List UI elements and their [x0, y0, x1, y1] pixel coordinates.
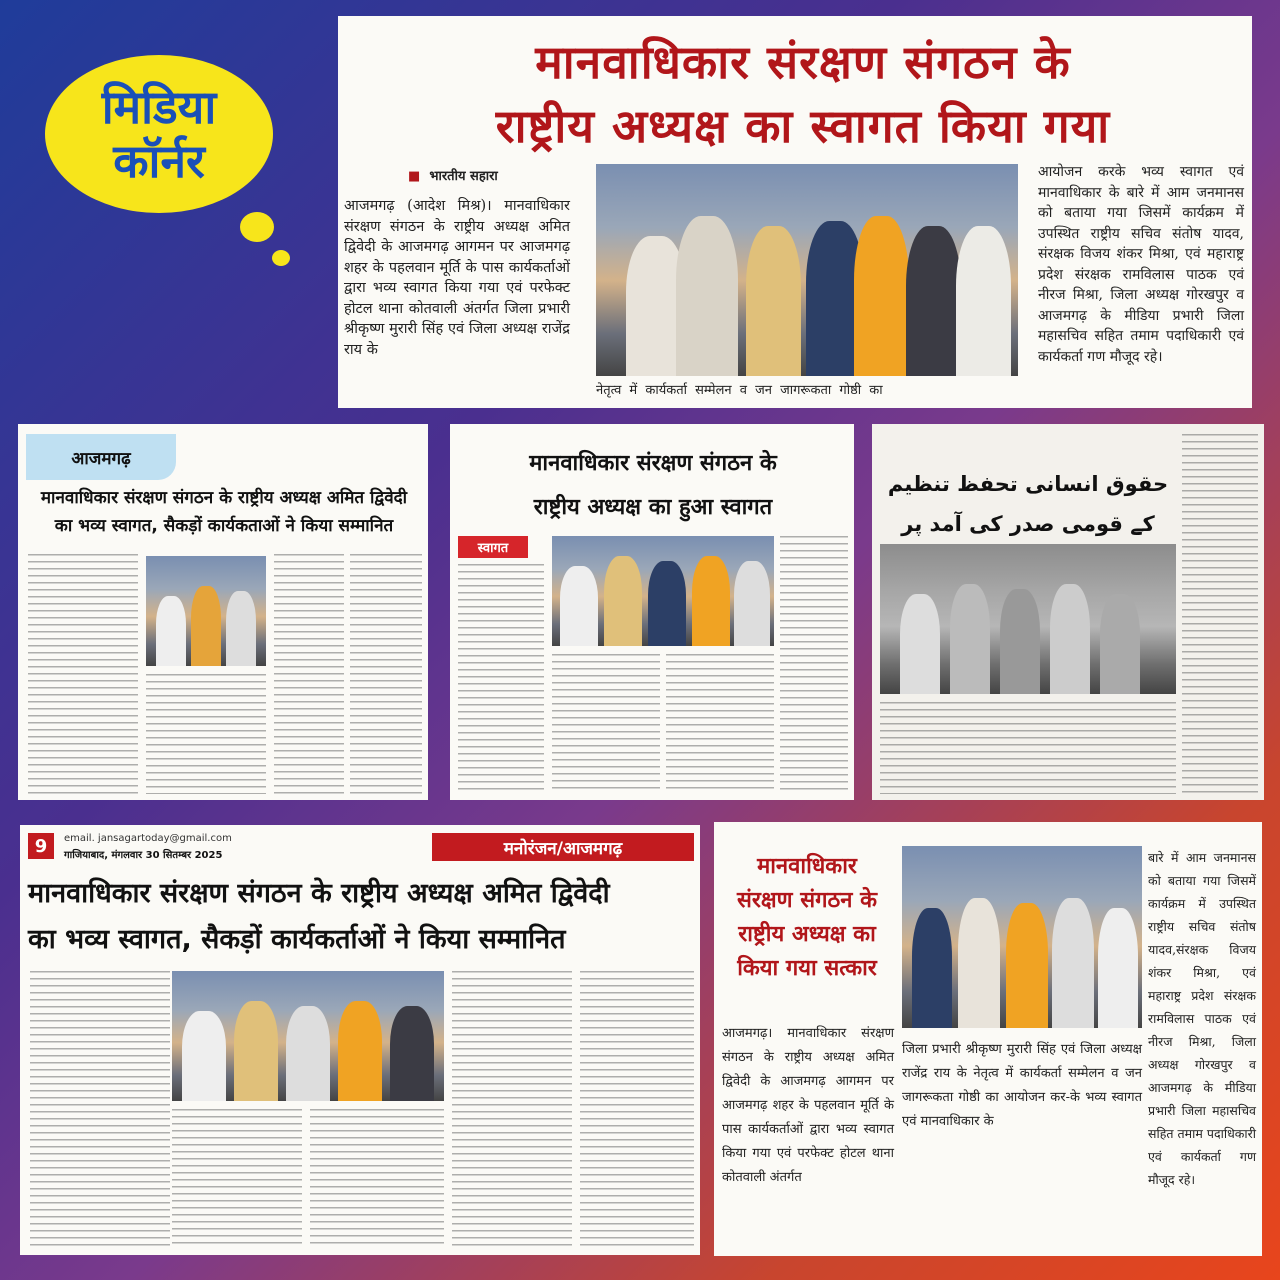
clip5-text-col1: [30, 971, 170, 1247]
badge-dot-large: [240, 212, 274, 242]
news-clip-urdu: [872, 424, 1264, 800]
clip1-source-label: भारतीय सहारा: [429, 169, 498, 184]
badge-line2: कॉर्नर: [113, 134, 205, 188]
clip3-tag: [458, 536, 528, 558]
clip5-page-number-label: 9: [34, 835, 48, 857]
badge-dot-small: [272, 250, 290, 266]
clip6-headline-line1: मानवाधिकार: [757, 854, 857, 879]
square-bullet-icon: ■: [408, 169, 421, 184]
clip6-body-left: आजमगढ़। मानवाधिकार संरक्षण संगठन के राष्ट्रीय अध्यक्ष अमित द्विवेदी के आजमगढ़ आगमन पर आजमगढ़ शहर के पहलवान मूर्ति के पास कार्यकर्ताओं द्वारा भव्य स्वागत किया गया एवं परफेक्ट होटल थाना कोतवाली अंतर्गत: [722, 1026, 894, 1185]
news-clip-satkar: [714, 822, 1262, 1256]
clip5-section-banner: [432, 833, 694, 861]
clip3-photo: [552, 536, 774, 646]
clip5-page-number: [28, 833, 54, 859]
clip5-text-col4: [452, 971, 572, 1247]
clip6-photo: [902, 846, 1142, 1028]
clip3-headline: [458, 442, 848, 530]
clip3-text-col2: [552, 654, 660, 794]
clip5-text-col5: [580, 971, 694, 1247]
news-clip-bharatiya-sahara: [338, 16, 1252, 408]
clip4-photo: [880, 544, 1176, 694]
clip2-text-col2: [146, 674, 266, 794]
clip5-headline-line1: मानवाधिकार संरक्षण संगठन के राष्ट्रीय अध्यक्ष अमित द्विवेदी: [28, 878, 610, 909]
clip5-photo: [172, 971, 444, 1101]
news-clip-jansagar: [20, 825, 700, 1255]
clip1-source: [408, 166, 498, 184]
clip2-headline-line2: का भव्य स्वागत, सैकड़ों कार्यकताओं ने किया सम्मानित: [54, 516, 394, 536]
clip1-headline-line1: मानवाधिकार संरक्षण संगठन के: [535, 35, 1071, 89]
clip5-text-col3: [310, 1109, 444, 1247]
news-clip-swagat: [450, 424, 854, 800]
clip1-body-left: आजमगढ़ (आदेश मिश्र)। मानवाधिकार संरक्षण संगठन के राष्ट्रीय अध्यक्ष अमित द्विवेदी के आजमगढ़ आगमन पर आजमगढ़ शहर के पहलवान मूर्ति के पास कार्यकर्ताओं द्वारा भव्य स्वागत किया गया एवं परफेक्ट होटल थाना कोतवाली अंतर्गत जिला प्रभारी श्रीकृष्ण मुरारी सिंह एवं जिला अध्यक्ष राजेंद्र राय के: [344, 198, 570, 358]
clip1-photo: [596, 164, 1018, 376]
clip6-headline-line2: संरक्षण संगठन के: [736, 888, 877, 913]
clip1-body-right: आयोजन करके भव्य स्वागत एवं मानवाधिकार के बारे में आम जनमानस को बताया गया जिसमें कार्यक्रम में उपस्थित राष्ट्रीय सचिव संतोष यादव, संरक्षक विजय शंकर मिश्रा, एवं महाराष्ट्र प्रदेश संरक्षक रामविलास पाठक एवं नीरज मिश्रा, जिला अध्यक्ष गोरखपुर व आजमगढ़ के मीडिया प्रभारी जिला महासचिव सहित तमाम पदाधिकारी एवं कार्यकर्ता गण मौजूद रहे।: [1038, 164, 1244, 365]
badge-line1: मिडिया: [101, 80, 217, 134]
news-clip-azamgarh: [18, 424, 428, 800]
clip6-body-mid: जिला प्रभारी श्रीकृष्ण मुरारी सिंह एवं जिला अध्यक्ष राजेंद्र राय के नेतृत्व में कार्यकर्ता सम्मेलन व जन जागरूकता गोष्ठी का आयोजन कर-के भव्य स्वागत एवं मानवाधिकार के: [902, 1042, 1142, 1129]
clip6-headline-line3: राष्ट्रीय अध्यक्ष का: [738, 922, 876, 947]
clip5-email: email. jansagartoday@gmail.com: [64, 833, 232, 844]
media-corner-badge: [45, 55, 273, 213]
clip6-headline: [718, 850, 896, 986]
clip5-dateline: गाजियाबाद, मंगलवार 30 सितम्बर 2025: [64, 850, 223, 861]
clip5-headline: [28, 871, 694, 963]
clip2-headline-line1: मानवाधिकार संरक्षण संगठन के राष्ट्रीय अध्यक्ष अमित द्विवेदी: [40, 488, 408, 508]
clip6-headline-line4: किया गया सत्कार: [737, 956, 877, 981]
clip1-headline-line2: राष्ट्रीय अध्यक्ष का स्वागत किया गया: [495, 99, 1111, 153]
clip6-body-right: बारे में आम जनमानस को बताया गया जिसमें कार्यक्रम में उपस्थित राष्ट्रीय सचिव संतोष यादव,संरक्षक विजय शंकर मिश्रा, एवं महाराष्ट्र प्रदेश संरक्षक रामविलास पाठक एवं नीरज मिश्रा, जिला अध्यक्ष गोरखपुर व आजमगढ़ के मीडिया प्रभारी जिला महासचिव सहित तमाम पदाधिकारी एवं कार्यकर्ता गण मौजूद रहे।: [1148, 850, 1256, 1187]
clip2-headline: [26, 484, 422, 540]
clip1-headline: [368, 30, 1238, 158]
clip2-text-col3: [274, 554, 344, 794]
clip2-photo: [146, 556, 266, 666]
clip1-caption: नेतृत्व में कार्यकर्ता सम्मेलन व जन जागरूकता गोष्ठी का: [596, 383, 883, 398]
clip3-text-col3: [666, 654, 774, 794]
clip5-section-label: मनोरंजन/आजमगढ़: [503, 838, 623, 859]
clip4-text-col-right: [1182, 434, 1258, 794]
clip5-text-col2: [172, 1109, 302, 1247]
clip3-tag-label: स्वागत: [477, 541, 509, 556]
clip3-text-col1: [458, 564, 544, 794]
clip3-headline-line2: राष्ट्रीय अध्यक्ष का हुआ स्वागत: [533, 495, 773, 520]
clip2-text-col4: [350, 554, 422, 794]
clip4-text-bottom: [880, 702, 1176, 794]
clip5-headline-line2: का भव्य स्वागत, सैकड़ों कार्यकर्ताओं ने किया सम्मानित: [28, 924, 566, 955]
clip4-headline: حقوق انسانی تحفظ تنظیم کے قومی صدر کی آمد پر: [887, 472, 1169, 536]
clip2-section: [26, 434, 176, 480]
clip2-text-col1: [28, 554, 138, 794]
clip3-headline-line1: मानवाधिकार संरक्षण संगठन के: [529, 451, 777, 476]
clip2-section-label: आजमगढ़: [71, 448, 131, 469]
clip3-text-col4: [780, 536, 848, 794]
